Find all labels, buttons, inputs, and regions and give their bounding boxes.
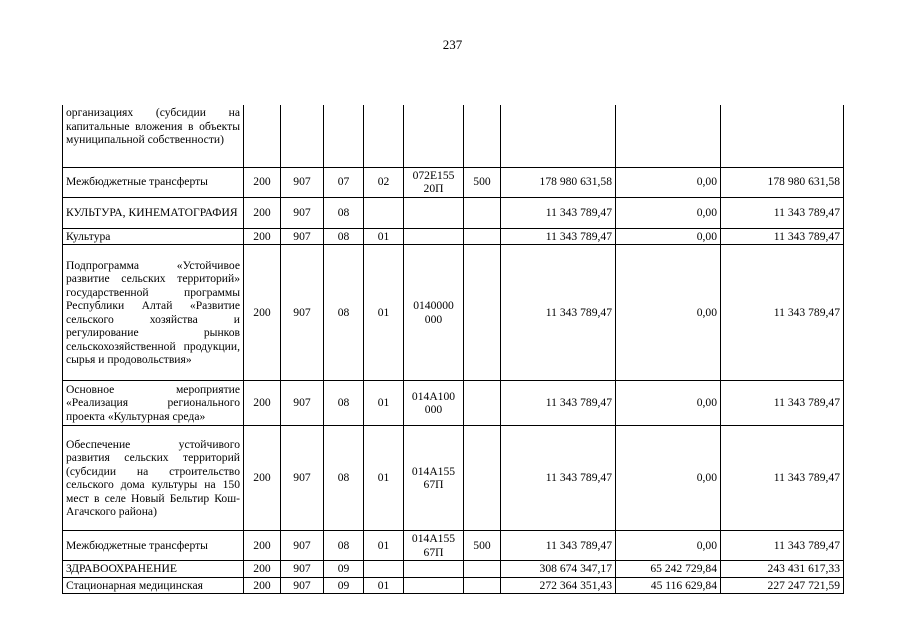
table-row — [63, 167, 844, 197]
expense-type-cell: 500 — [464, 531, 501, 561]
amount-total-cell — [501, 105, 616, 167]
table-row — [63, 577, 844, 594]
row-name-cell: ЗДРАВООХРАНЕНИЕ — [63, 561, 244, 578]
table-row — [63, 105, 844, 167]
section-code-cell: 08 — [324, 381, 364, 426]
admin-code-cell: 200 — [244, 577, 281, 594]
ministry-code-cell: 907 — [281, 577, 324, 594]
expense-type-cell — [464, 381, 501, 426]
subsection-code-cell: 01 — [364, 426, 404, 531]
subsection-code-cell: 01 — [364, 381, 404, 426]
amount-regional-cell: 11 343 789,47 — [721, 381, 844, 426]
ministry-code-cell: 907 — [281, 531, 324, 561]
ministry-code-cell: 907 — [281, 197, 324, 228]
amount-federal-cell: 65 242 729,84 — [616, 561, 721, 578]
amount-federal-cell — [616, 105, 721, 167]
target-article-cell: 014А155 67П — [404, 531, 464, 561]
section-code-cell: 07 — [324, 167, 364, 197]
amount-federal-cell: 45 116 629,84 — [616, 577, 721, 594]
table-row — [63, 228, 844, 245]
amount-federal-cell: 0,00 — [616, 228, 721, 245]
ministry-code-cell: 907 — [281, 426, 324, 531]
amount-federal-cell: 0,00 — [616, 531, 721, 561]
subsection-code-cell: 01 — [364, 245, 404, 381]
row-name-cell: Подпрограмма «Устойчивое развитие сельских территорий» государственной программы Республики Алтай «Развитие сельского хозяйства и регулирование рынков сельскохозяйственной продукции, сырья и продовольствия» — [63, 245, 244, 381]
section-code-cell: 08 — [324, 531, 364, 561]
admin-code-cell: 200 — [244, 381, 281, 426]
amount-regional-cell: 11 343 789,47 — [721, 228, 844, 245]
target-article-cell — [404, 105, 464, 167]
expense-type-cell — [464, 105, 501, 167]
amount-regional-cell: 11 343 789,47 — [721, 245, 844, 381]
row-name-cell: Межбюджетные трансферты — [63, 167, 244, 197]
amount-federal-cell: 0,00 — [616, 426, 721, 531]
amount-total-cell: 11 343 789,47 — [501, 426, 616, 531]
amount-federal-cell: 0,00 — [616, 167, 721, 197]
amount-total-cell: 308 674 347,17 — [501, 561, 616, 578]
ministry-code-cell: 907 — [281, 167, 324, 197]
table-row — [63, 381, 844, 426]
amount-total-cell: 11 343 789,47 — [501, 381, 616, 426]
amount-federal-cell: 0,00 — [616, 197, 721, 228]
admin-code-cell: 200 — [244, 197, 281, 228]
admin-code-cell: 200 — [244, 426, 281, 531]
subsection-code-cell: 01 — [364, 228, 404, 245]
expense-type-cell — [464, 561, 501, 578]
amount-total-cell: 11 343 789,47 — [501, 245, 616, 381]
page-number: 237 — [442, 37, 463, 52]
expense-type-cell — [464, 197, 501, 228]
section-code-cell: 08 — [324, 197, 364, 228]
table-row — [63, 245, 844, 381]
expense-type-cell: 500 — [464, 167, 501, 197]
admin-code-cell: 200 — [244, 561, 281, 578]
amount-regional-cell — [721, 105, 844, 167]
ministry-code-cell: 907 — [281, 561, 324, 578]
target-article-cell — [404, 577, 464, 594]
table-row — [63, 426, 844, 531]
admin-code-cell: 200 — [244, 228, 281, 245]
section-code-cell: 08 — [324, 426, 364, 531]
amount-regional-cell: 11 343 789,47 — [721, 197, 844, 228]
section-code-cell: 08 — [324, 228, 364, 245]
amount-total-cell: 11 343 789,47 — [501, 531, 616, 561]
target-article-cell — [404, 197, 464, 228]
row-name-cell: Основное мероприятие «Реализация регионального проекта «Культурная среда» — [63, 381, 244, 426]
amount-total-cell: 11 343 789,47 — [501, 228, 616, 245]
ministry-code-cell — [281, 105, 324, 167]
ministry-code-cell: 907 — [281, 228, 324, 245]
amount-regional-cell: 11 343 789,47 — [721, 426, 844, 531]
section-code-cell: 08 — [324, 245, 364, 381]
expense-type-cell — [464, 245, 501, 381]
table-row — [63, 531, 844, 561]
subsection-code-cell: 01 — [364, 577, 404, 594]
target-article-cell: 072Е155 20П — [404, 167, 464, 197]
amount-total-cell: 11 343 789,47 — [501, 197, 616, 228]
target-article-cell — [404, 228, 464, 245]
amount-regional-cell: 11 343 789,47 — [721, 531, 844, 561]
amount-regional-cell: 178 980 631,58 — [721, 167, 844, 197]
subsection-code-cell: 02 — [364, 167, 404, 197]
row-name-cell: организациях (субсидии на капитальные вложения в объекты муниципальной собственности) — [63, 105, 244, 167]
admin-code-cell: 200 — [244, 167, 281, 197]
amount-total-cell: 272 364 351,43 — [501, 577, 616, 594]
section-code-cell: 09 — [324, 561, 364, 578]
subsection-code-cell: 01 — [364, 531, 404, 561]
budget-table — [62, 105, 844, 594]
ministry-code-cell: 907 — [281, 381, 324, 426]
amount-regional-cell: 227 247 721,59 — [721, 577, 844, 594]
expense-type-cell — [464, 577, 501, 594]
subsection-code-cell — [364, 561, 404, 578]
subsection-code-cell — [364, 105, 404, 167]
subsection-code-cell — [364, 197, 404, 228]
target-article-cell: 0140000 000 — [404, 245, 464, 381]
table-row — [63, 561, 844, 578]
ministry-code-cell: 907 — [281, 245, 324, 381]
target-article-cell: 014А155 67П — [404, 426, 464, 531]
row-name-cell: КУЛЬТУРА, КИНЕМАТОГРАФИЯ — [63, 197, 244, 228]
row-name-cell: Культура — [63, 228, 244, 245]
admin-code-cell: 200 — [244, 531, 281, 561]
target-article-cell: 014А100 000 — [404, 381, 464, 426]
target-article-cell — [404, 561, 464, 578]
admin-code-cell — [244, 105, 281, 167]
row-name-cell: Стационарная медицинская — [63, 577, 244, 594]
expense-type-cell — [464, 426, 501, 531]
section-code-cell — [324, 105, 364, 167]
row-name-cell: Обеспечение устойчивого развития сельских территорий (субсидии на строительство сельского дома культуры на 150 мест в селе Новый Бельтир Кош-Агачского района) — [63, 426, 244, 531]
table-row — [63, 197, 844, 228]
amount-regional-cell: 243 431 617,33 — [721, 561, 844, 578]
amount-total-cell: 178 980 631,58 — [501, 167, 616, 197]
section-code-cell: 09 — [324, 577, 364, 594]
amount-federal-cell: 0,00 — [616, 381, 721, 426]
expense-type-cell — [464, 228, 501, 245]
amount-federal-cell: 0,00 — [616, 245, 721, 381]
admin-code-cell: 200 — [244, 245, 281, 381]
row-name-cell: Межбюджетные трансферты — [63, 531, 244, 561]
